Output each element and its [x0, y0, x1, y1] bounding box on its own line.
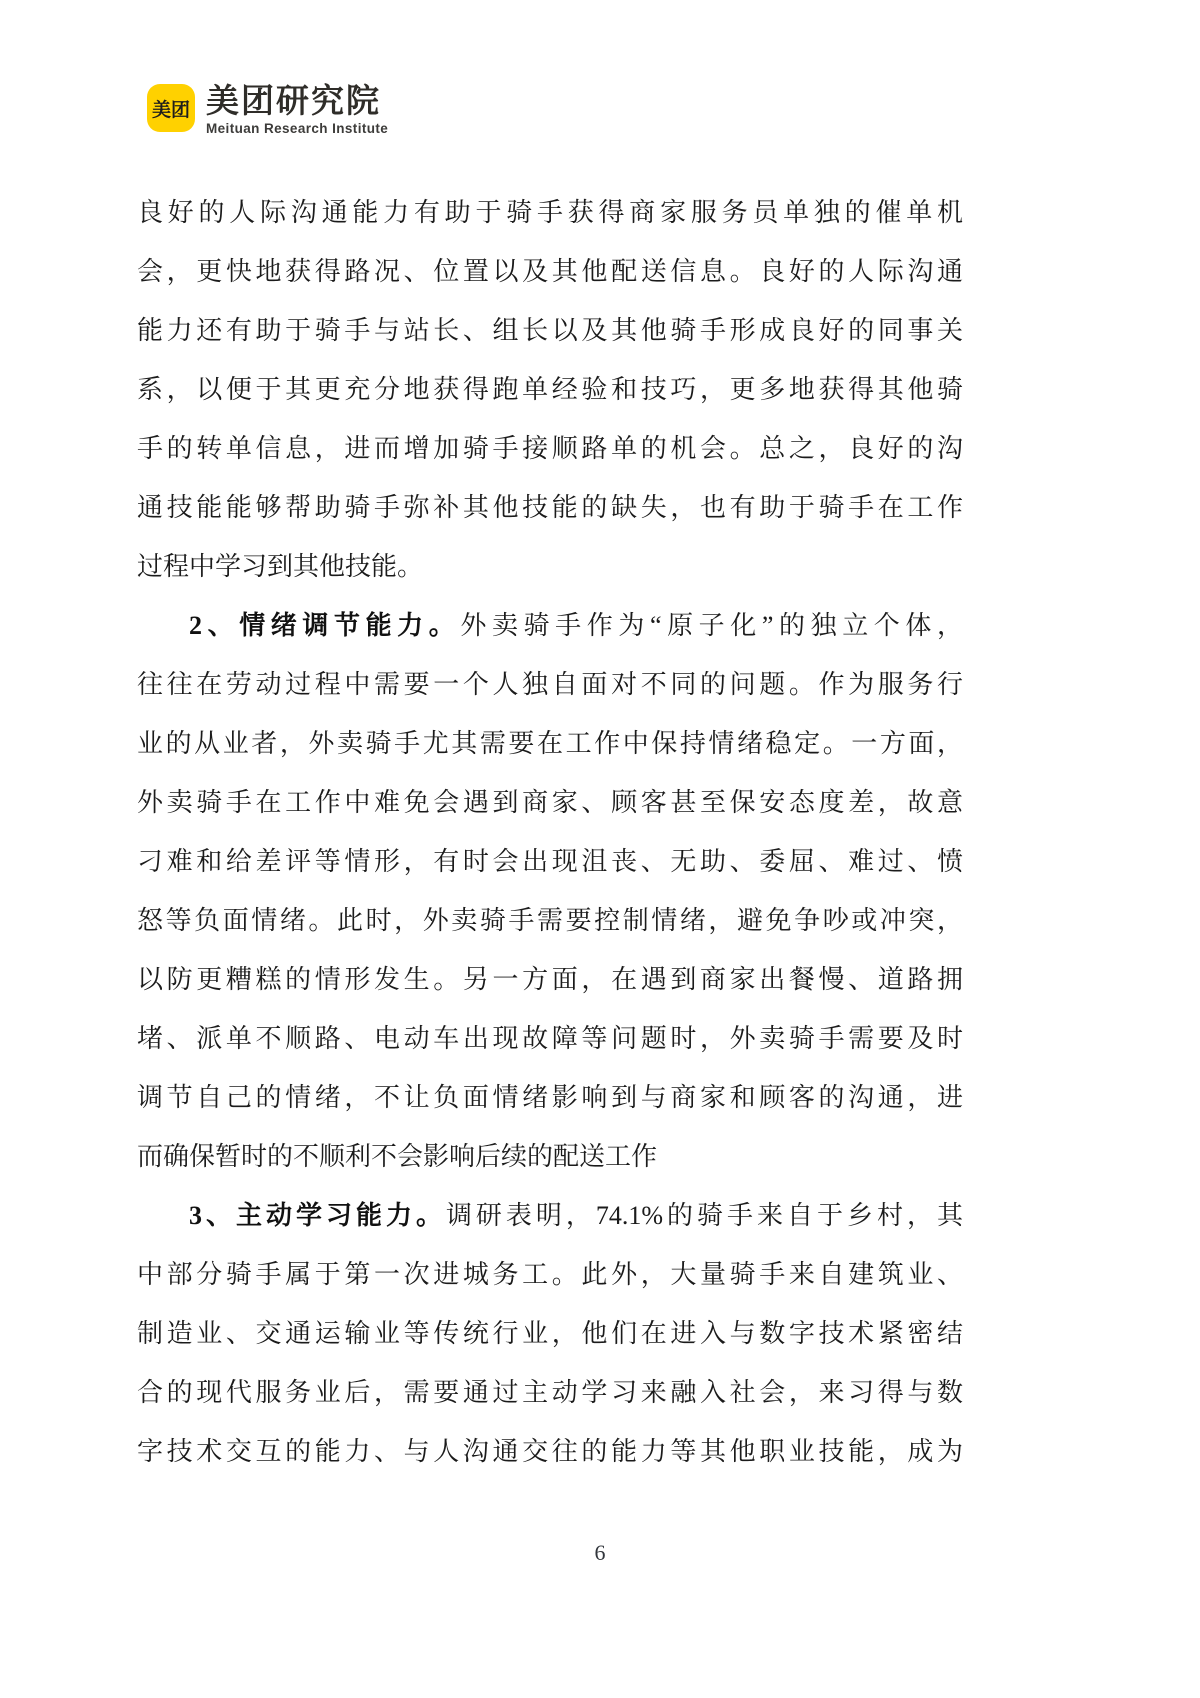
- body-line: 系，以便于其更充分地获得跑单经验和技巧，更多地获得其他骑: [137, 375, 963, 404]
- logo-text: [206, 84, 388, 136]
- body-line: 制造业、交通运输业等传统行业，他们在进入与数字技术紧密结: [137, 1319, 963, 1348]
- body-line: 业的从业者，外卖骑手尤其需要在工作中保持情绪稳定。一方面，: [137, 729, 963, 758]
- body-line: 怒等负面情绪。此时，外卖骑手需要控制情绪，避免争吵或冲突，: [137, 906, 963, 935]
- body-line: 刁难和给差评等情形，有时会出现沮丧、无助、委屈、难过、愤: [137, 847, 963, 876]
- logo-subtitle: Meituan Research Institute: [206, 121, 389, 136]
- body-line: 字技术交互的能力、与人沟通交往的能力等其他职业技能，成为: [137, 1437, 963, 1466]
- body-text: [137, 183, 963, 1481]
- body-line: 过程中学习到其他技能。: [137, 552, 424, 581]
- body-line: 堵、派单不顺路、电动车出现故障等问题时，外卖骑手需要及时: [137, 1024, 963, 1053]
- body-line: 而确保暂时的不顺利不会影响后续的配送工作: [137, 1142, 658, 1171]
- body-line: 以防更糟糕的情形发生。另一方面，在遇到商家出餐慢、道路拥: [137, 965, 963, 994]
- body-line: 中部分骑手属于第一次进城务工。此外，大量骑手来自建筑业、: [137, 1260, 963, 1289]
- logo-badge-text: 美团: [151, 99, 190, 121]
- body-line: 2、情绪调节能力。外卖骑手作为“原子化”的独立个体，: [189, 611, 963, 640]
- section-heading: 3、主动学习能力。: [189, 1201, 446, 1230]
- meituan-logo: [147, 84, 388, 136]
- body-line: 手的转单信息，进而增加骑手接顺路单的机会。总之，良好的沟: [137, 434, 963, 463]
- body-line: 调节自己的情绪，不让负面情绪影响到与商家和顾客的沟通，进: [137, 1083, 963, 1112]
- meituan-logo-badge-icon: [147, 84, 195, 132]
- body-line: 通技能能够帮助骑手弥补其他技能的缺失，也有助于骑手在工作: [137, 493, 963, 522]
- body-line: 3、主动学习能力。调研表明，74.1%的骑手来自于乡村，其: [189, 1201, 963, 1230]
- page-number: 6: [594, 1540, 606, 1565]
- body-line: 合的现代服务业后，需要通过主动学习来融入社会，来习得与数: [137, 1378, 963, 1407]
- body-line: 外卖骑手在工作中难免会遇到商家、顾客甚至保安态度差，故意: [137, 788, 963, 817]
- body-line: 会，更快地获得路况、位置以及其他配送信息。良好的人际沟通: [137, 257, 963, 286]
- body-line: 往往在劳动过程中需要一个人独自面对不同的问题。作为服务行: [137, 670, 963, 699]
- body-line: 能力还有助于骑手与站长、组长以及其他骑手形成良好的同事关: [137, 316, 963, 345]
- section-heading: 2、情绪调节能力。: [189, 611, 461, 640]
- body-line: 良好的人际沟通能力有助于骑手获得商家服务员单独的催单机: [137, 198, 963, 227]
- logo-title: 美团研究院: [206, 82, 381, 119]
